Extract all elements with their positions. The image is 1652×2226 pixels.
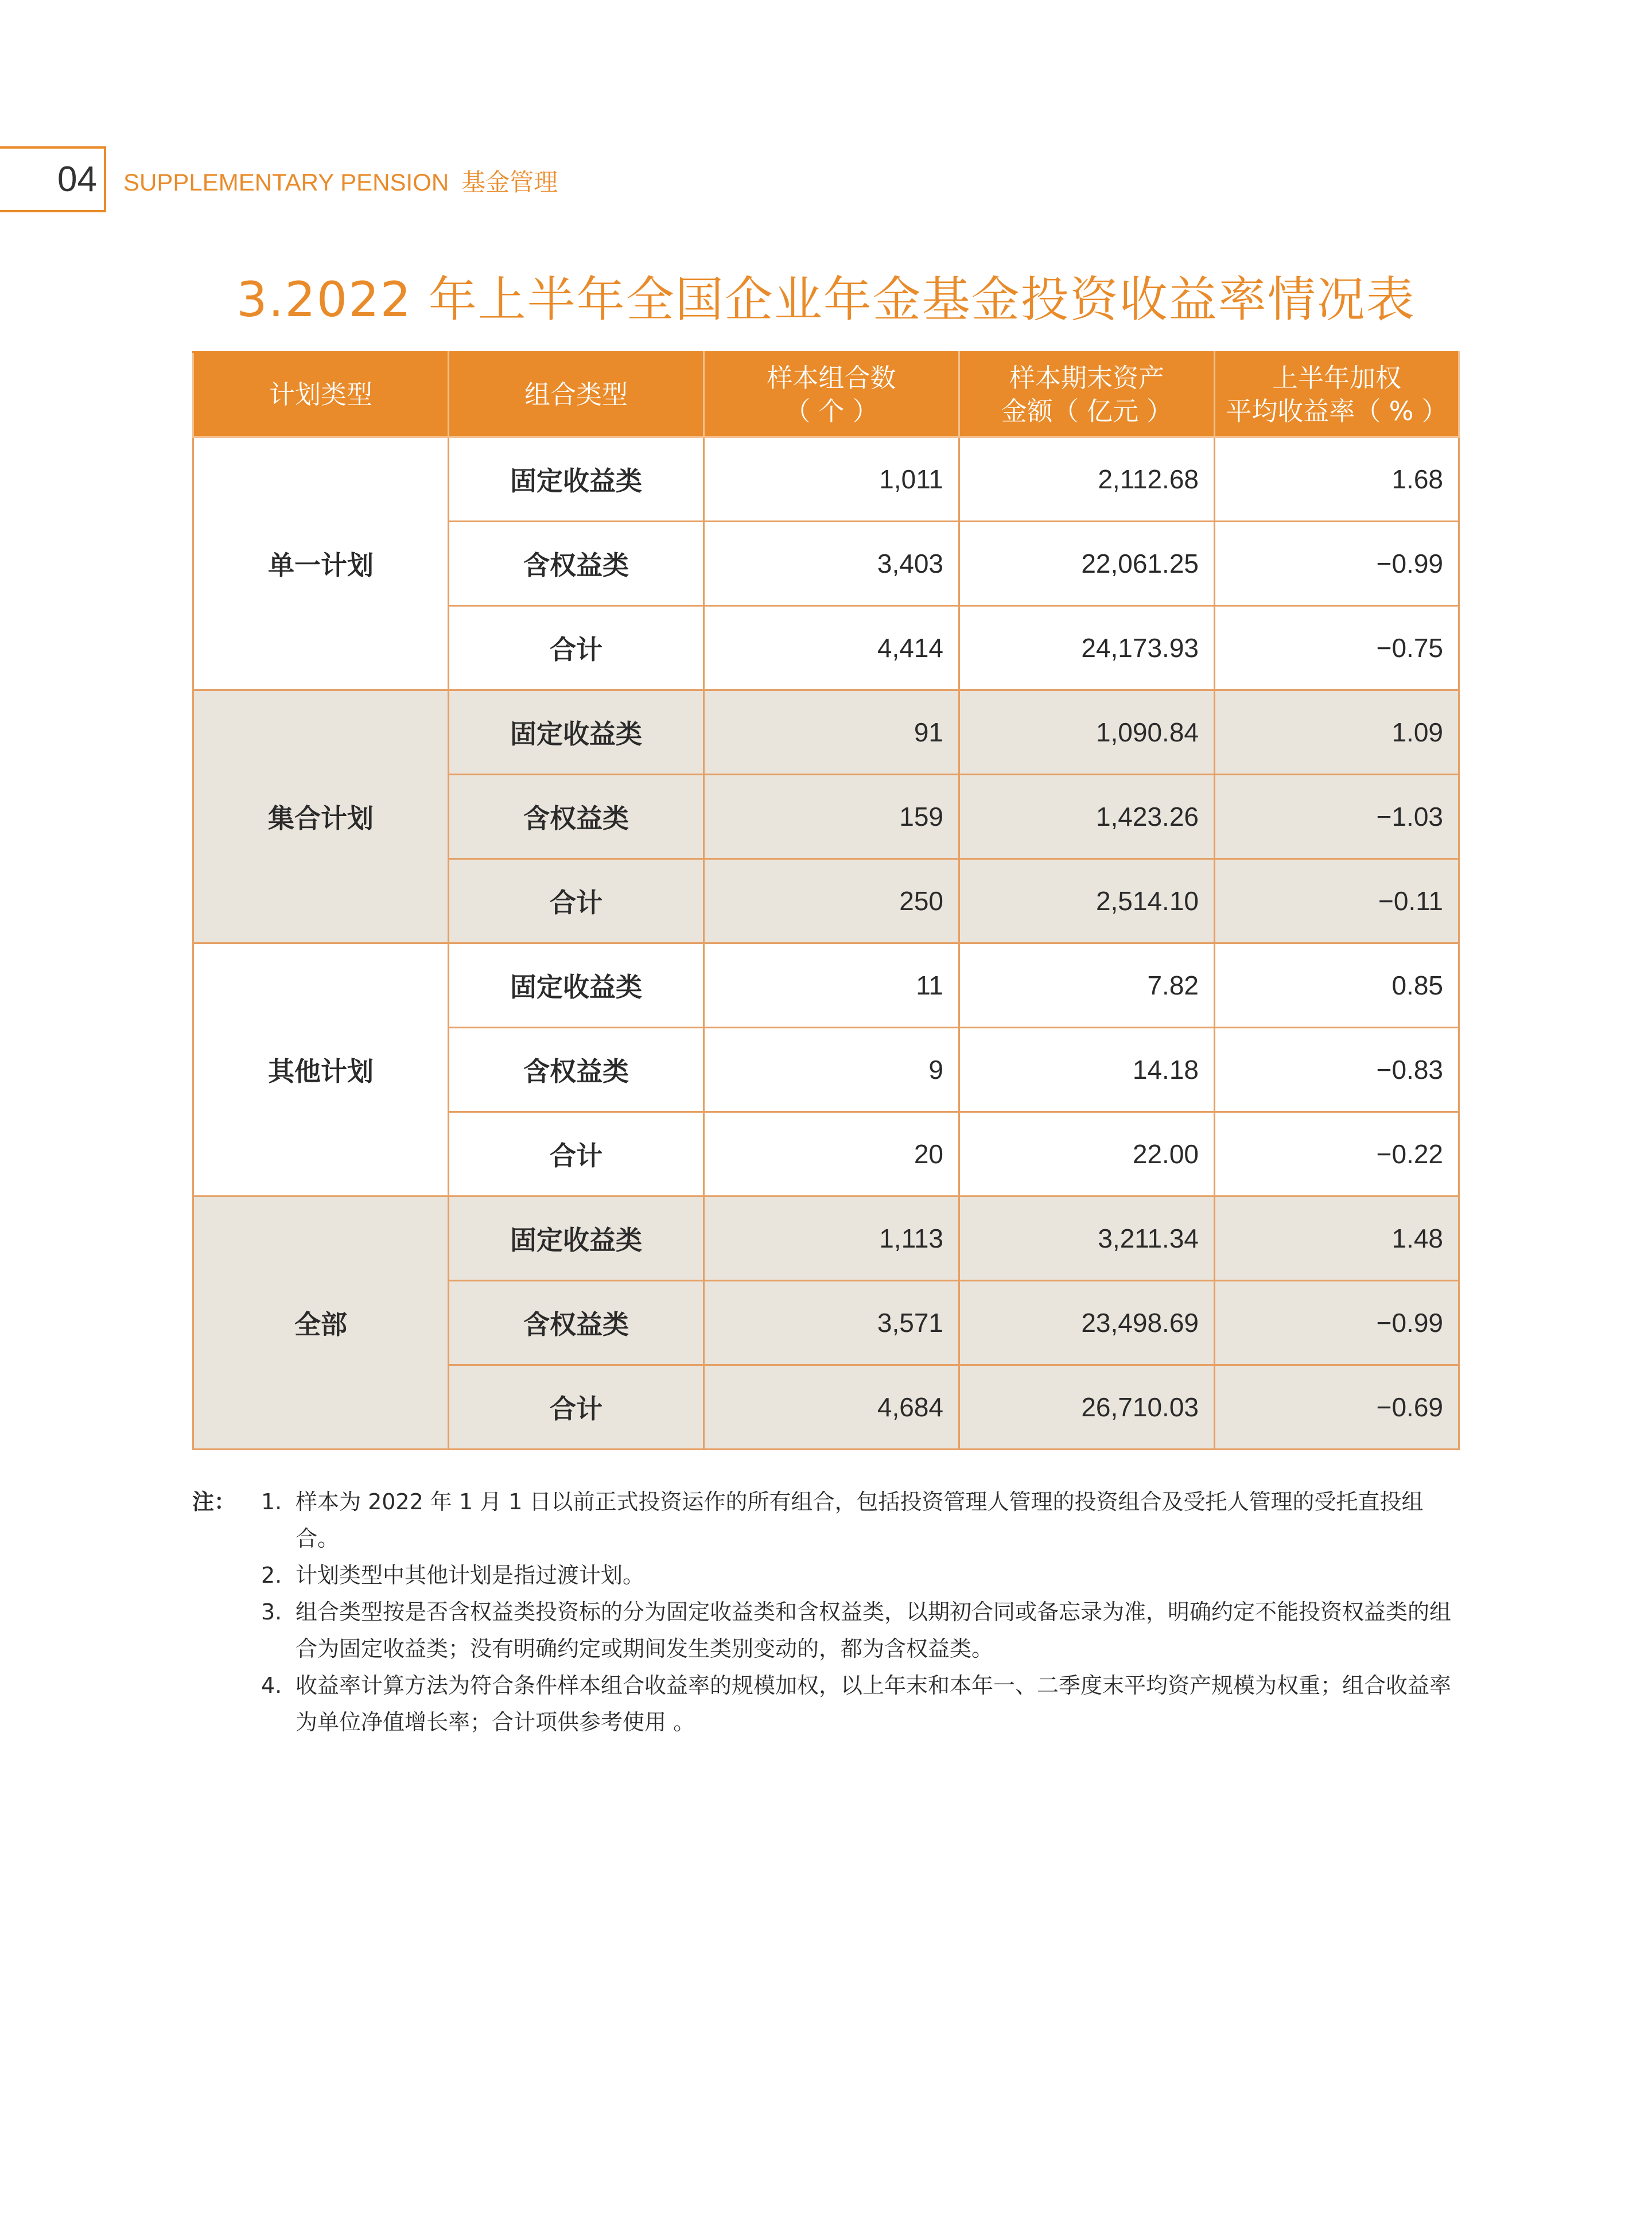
table-header-row bbox=[193, 352, 1459, 437]
combo-type-cell: 合计 bbox=[449, 1365, 704, 1450]
header-return bbox=[1215, 352, 1459, 437]
assets-cell: 26,710.03 bbox=[959, 1365, 1215, 1450]
sample-count-cell: 9 bbox=[704, 1028, 959, 1112]
footnote-number: 3. bbox=[261, 1599, 282, 1625]
sample-count-cell: 4,684 bbox=[704, 1365, 959, 1450]
header-sample-count-line2: （ 个 ） bbox=[784, 395, 879, 426]
combo-type-cell: 固定收益类 bbox=[449, 437, 704, 522]
table-row bbox=[193, 690, 1459, 775]
return-cell: 1.48 bbox=[1215, 1196, 1459, 1281]
section-title-cn: 基金管理 bbox=[461, 169, 558, 196]
table-row bbox=[193, 437, 1459, 522]
header-sample-count-line1: 样本组合数 bbox=[767, 362, 896, 393]
table-row bbox=[193, 943, 1459, 1028]
returns-table bbox=[192, 351, 1460, 1450]
combo-type-cell: 固定收益类 bbox=[449, 690, 704, 775]
header-assets-line2: 金额（ 亿元 ） bbox=[1001, 395, 1173, 426]
assets-cell: 2,514.10 bbox=[959, 859, 1215, 943]
return-cell: 0.85 bbox=[1215, 943, 1459, 1028]
sample-count-cell: 3,571 bbox=[704, 1281, 959, 1365]
sample-count-cell: 250 bbox=[704, 859, 959, 943]
combo-type-cell: 固定收益类 bbox=[449, 943, 704, 1028]
footnote-text: 组合类型按是否含权益类投资标的分为固定收益类和含权益类，以期初合同或备忘录为准，明确约定不能投资权益类的组合为固定收益类；没有明确约定或期间发生类别变动的，都为含权益类。 bbox=[296, 1599, 1452, 1661]
sample-count-cell: 20 bbox=[704, 1112, 959, 1196]
return-cell: 1.09 bbox=[1215, 690, 1459, 775]
sample-count-cell: 159 bbox=[704, 775, 959, 859]
combo-type-cell: 含权益类 bbox=[449, 775, 704, 859]
header-assets bbox=[959, 352, 1215, 437]
return-cell: −0.99 bbox=[1215, 522, 1459, 606]
footnote-item bbox=[192, 1667, 1460, 1741]
return-cell: −0.22 bbox=[1215, 1112, 1459, 1196]
assets-cell: 7.82 bbox=[959, 943, 1215, 1028]
footnote-text: 计划类型中其他计划是指过渡计划。 bbox=[296, 1563, 645, 1588]
combo-type-cell: 含权益类 bbox=[449, 522, 704, 606]
footnote-text: 收益率计算方法为符合条件样本组合收益率的规模加权，以上年末和本年一、二季度末平均资产规模为权重；组合收益率为单位净值增长率；合计项供参考使用 。 bbox=[296, 1673, 1452, 1735]
plan-type-cell: 集合计划 bbox=[193, 690, 449, 943]
header-plan-type: 计划类型 bbox=[193, 352, 449, 437]
combo-type-cell: 合计 bbox=[449, 859, 704, 943]
footnote-text: 样本为 2022 年 1 月 1 日以前正式投资运作的所有组合，包括投资管理人管理的投资组合及受托人管理的受托直投组合。 bbox=[296, 1489, 1424, 1551]
header-return-line1: 上半年加权 bbox=[1272, 362, 1401, 393]
combo-type-cell: 合计 bbox=[449, 606, 704, 690]
section-title-en: SUPPLEMENTARY PENSION bbox=[123, 169, 449, 196]
return-cell: −0.99 bbox=[1215, 1281, 1459, 1365]
footnote-number: 1. bbox=[261, 1489, 282, 1514]
assets-cell: 22,061.25 bbox=[959, 522, 1215, 606]
combo-type-cell: 含权益类 bbox=[449, 1028, 704, 1112]
assets-cell: 3,211.34 bbox=[959, 1196, 1215, 1281]
assets-cell: 2,112.68 bbox=[959, 437, 1215, 522]
header-sample-count bbox=[704, 352, 959, 437]
page-number: 04 bbox=[57, 160, 97, 199]
header-combo-type: 组合类型 bbox=[449, 352, 704, 437]
assets-cell: 23,498.69 bbox=[959, 1281, 1215, 1365]
footnote-number: 2. bbox=[261, 1563, 282, 1588]
assets-cell: 22.00 bbox=[959, 1112, 1215, 1196]
combo-type-cell: 含权益类 bbox=[449, 1281, 704, 1365]
footnote-number: 4. bbox=[261, 1673, 282, 1698]
sample-count-cell: 3,403 bbox=[704, 522, 959, 606]
assets-cell: 1,423.26 bbox=[959, 775, 1215, 859]
combo-type-cell: 合计 bbox=[449, 1112, 704, 1196]
combo-type-cell: 固定收益类 bbox=[449, 1196, 704, 1281]
return-cell: 1.68 bbox=[1215, 437, 1459, 522]
plan-type-cell: 单一计划 bbox=[193, 437, 449, 690]
return-cell: −0.75 bbox=[1215, 606, 1459, 690]
table-title: 3.2022 年上半年全国企业年金基金投资收益率情况表 bbox=[236, 271, 1416, 328]
sample-count-cell: 1,113 bbox=[704, 1196, 959, 1281]
plan-type-cell: 全部 bbox=[193, 1196, 449, 1450]
assets-cell: 24,173.93 bbox=[959, 606, 1215, 690]
footnote-item bbox=[192, 1557, 1460, 1594]
sample-count-cell: 1,011 bbox=[704, 437, 959, 522]
return-cell: −0.83 bbox=[1215, 1028, 1459, 1112]
sample-count-cell: 4,414 bbox=[704, 606, 959, 690]
return-cell: −0.69 bbox=[1215, 1365, 1459, 1450]
table-row bbox=[193, 1196, 1459, 1281]
return-cell: −0.11 bbox=[1215, 859, 1459, 943]
header-assets-line1: 样本期末资产 bbox=[1009, 362, 1164, 393]
footnote-item bbox=[192, 1594, 1460, 1667]
header-return-line2: 平均收益率（ % ） bbox=[1226, 395, 1448, 426]
assets-cell: 1,090.84 bbox=[959, 690, 1215, 775]
assets-cell: 14.18 bbox=[959, 1028, 1215, 1112]
footnote-prefix: 注： bbox=[192, 1489, 236, 1514]
sample-count-cell: 91 bbox=[704, 690, 959, 775]
return-cell: −1.03 bbox=[1215, 775, 1459, 859]
running-header bbox=[123, 164, 558, 198]
sample-count-cell: 11 bbox=[704, 943, 959, 1028]
footnotes bbox=[192, 1483, 1460, 1741]
footnote-item bbox=[192, 1483, 1460, 1557]
page-number-box bbox=[0, 146, 106, 212]
plan-type-cell: 其他计划 bbox=[193, 943, 449, 1196]
